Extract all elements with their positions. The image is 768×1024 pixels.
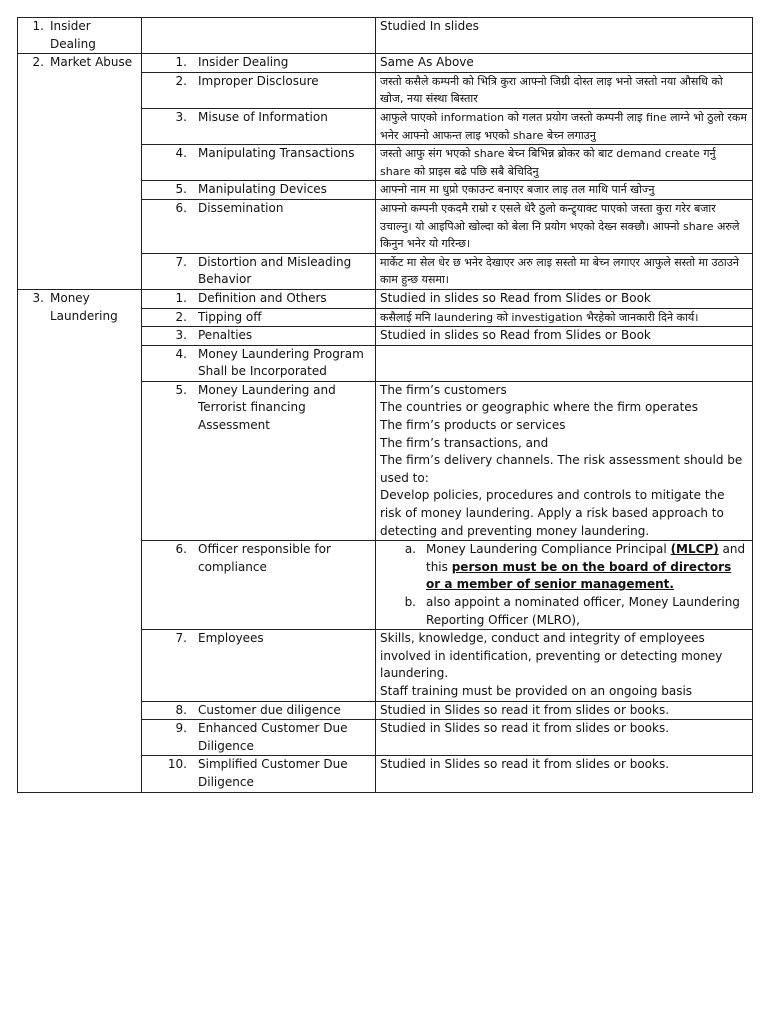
topic-cell	[142, 345, 376, 381]
topic-title: Customer due diligence	[198, 702, 341, 717]
notes-cell: Studied In slides	[376, 18, 753, 54]
topic-cell	[142, 72, 376, 108]
topic-title: Insider Dealing	[198, 55, 289, 70]
section-title: Money Laundering	[50, 290, 118, 323]
notes-cell: Studied in Slides so read it from slides or books.	[376, 756, 753, 792]
topic-number: 4.	[175, 346, 187, 361]
topic-cell	[142, 381, 376, 540]
table-row	[18, 289, 753, 308]
topic-title: Tipping off	[198, 309, 262, 324]
topic-cell	[142, 701, 376, 720]
note-line: Staff training must be provided on an ongoing basis	[380, 683, 693, 698]
topic-title: Officer responsible for compliance	[198, 542, 331, 574]
item-text: also appoint a nominated officer, Money Laundering Reporting Officer (MLRO),	[426, 595, 740, 627]
topic-title: Definition and Others	[198, 290, 327, 305]
notes-cell: Same As Above	[376, 54, 753, 73]
item-text: Money Laundering Compliance Principal	[426, 542, 671, 557]
topic-number: 6.	[175, 542, 187, 557]
topic-number: 3.	[175, 109, 187, 124]
topic-number: 5.	[175, 182, 187, 197]
note-line: The firm’s customers	[380, 382, 507, 397]
notes-cell: Studied in slides so Read from Slides or Book	[376, 327, 753, 346]
topic-cell	[142, 54, 376, 73]
notes-cell: आफ्नो कम्पनी एकदमै राम्रो र एसले धेरै ठुलो कन्ट्र्याक्ट पाएको जस्ता कुरा गरेर बजार उचाल्नु। यो आइपिओ खोल्दा को बेला नि प्रयोग भएको देख्न सक्छौ। आफ्नो share अरुले किनुन भनेर यो गरिन्छ।	[376, 199, 753, 253]
topic-title: Simplified Customer Due Diligence	[198, 757, 348, 789]
topic-cell	[142, 145, 376, 181]
topic-cell	[142, 756, 376, 792]
section-title: Insider Dealing	[50, 19, 96, 51]
topic-cell	[142, 308, 376, 327]
note-line: Develop policies, procedures and controls to mitigate the risk of money laundering. Apply a risk based approach to detecting and preventing money laundering.	[380, 488, 725, 538]
notes-cell	[376, 541, 753, 630]
topic-title: Money Laundering and Terrorist financing Assessment	[198, 382, 336, 433]
topic-cell	[142, 289, 376, 308]
topic-number: 1.	[175, 55, 187, 70]
notes-cell: मार्केट मा सेल धेर छ भनेर देखाएर अरु लाइ सस्तो मा बेच्न लगाएर आफुले सस्तो मा उठाउने काम हुन्छ यसमा।	[376, 253, 753, 289]
section-number: 3.	[32, 290, 44, 305]
topic-number: 8.	[175, 702, 187, 717]
notes-cell: Studied in Slides so read it from slides or books.	[376, 701, 753, 720]
topic-title: Manipulating Devices	[198, 182, 327, 197]
topic-number: 4.	[175, 146, 187, 161]
section-number: 2.	[32, 55, 44, 70]
topic-title: Distortion and Misleading Behavior	[198, 254, 352, 287]
section-number: 1.	[32, 19, 44, 33]
topic-cell	[142, 720, 376, 756]
item-letter: b.	[404, 595, 416, 609]
item-text: and this	[426, 542, 746, 574]
list-item	[380, 594, 748, 629]
table-row	[18, 54, 753, 73]
notes-table	[17, 17, 753, 793]
topic-cell	[142, 630, 376, 701]
notes-cell: Studied in slides so Read from Slides or Book	[376, 289, 753, 308]
topic-cell	[142, 108, 376, 144]
topic-title: Misuse of Information	[198, 109, 328, 124]
note-line: The firm’s transactions, and	[380, 435, 549, 450]
topic-number: 6.	[175, 200, 187, 215]
notes-cell: जस्तो आफु संग भएको share बेच्न बिभिन्न ब्रोकर को बाट demand create गर्नु share को प्राइस बढे पछि सबै बेचिदिनु	[376, 145, 753, 181]
topic-number: 7.	[175, 254, 187, 269]
section-cell	[18, 54, 142, 290]
notes-cell: आफ्नो नाम मा धुप्रो एकाउन्ट बनाएर बजार लाइ तल माथि पार्न खोज्नु	[376, 181, 753, 200]
topic-number: 10.	[167, 757, 187, 772]
notes-cell: जस्तो कसैले कम्पनी को भित्रि कुरा आफ्नो जिग्री दोस्त लाइ भनो जस्तो नया औसधि को खोज, नया संस्था बिस्तार	[376, 72, 753, 108]
notes-cell: कसैलाई मनि laundering को investigation भैरहेको जानकारी दिने कार्य।	[376, 308, 753, 327]
topic-title: Improper Disclosure	[198, 73, 319, 88]
topic-title: Money Laundering Program Shall be Incorporated	[198, 346, 364, 379]
item-emphasis: person must be on the board of directors or a member of senior management.	[426, 559, 732, 592]
topic-number: 2.	[175, 73, 187, 88]
topic-number: 7.	[175, 631, 187, 646]
topic-title: Enhanced Customer Due Diligence	[198, 721, 348, 753]
item-letter: a.	[404, 542, 416, 557]
note-line: The firm’s delivery channels. The risk assessment should be used to:	[380, 453, 743, 485]
note-line: The countries or geographic where the firm operates	[380, 400, 698, 415]
topic-number: 5.	[175, 382, 187, 397]
topic-cell	[142, 327, 376, 346]
topic-title: Manipulating Transactions	[198, 146, 355, 161]
topic-number: 2.	[175, 309, 187, 324]
topic-title: Dissemination	[198, 200, 284, 215]
table-row	[18, 18, 753, 54]
section-cell	[18, 18, 142, 54]
topic-number: 1.	[175, 290, 187, 305]
list-item	[380, 541, 748, 594]
topic-cell	[142, 199, 376, 253]
topic-cell	[142, 181, 376, 200]
topic-number: 9.	[175, 721, 187, 736]
section-title: Market Abuse	[50, 55, 133, 70]
topic-number: 3.	[175, 328, 187, 343]
note-line: The firm’s products or services	[380, 418, 566, 433]
item-emphasis: (MLCP)	[670, 542, 719, 557]
topic-cell	[142, 253, 376, 289]
topic-cell	[142, 18, 376, 54]
notes-cell	[376, 345, 753, 381]
notes-cell: Studied in Slides so read it from slides or books.	[376, 720, 753, 756]
topic-cell	[142, 541, 376, 630]
notes-cell	[376, 381, 753, 540]
topic-title: Penalties	[198, 328, 253, 343]
officer-list	[380, 541, 748, 629]
notes-cell: आफुले पाएको information को गलत प्रयोग जस्तो कम्पनी लाइ fine लाग्ने भो ठुलो रकम भनेर आफ्नो आफन्त लाइ भएको share बेच्न लगाउनु	[376, 108, 753, 144]
note-line: Skills, knowledge, conduct and integrity of employees involved in identification, preventing or detecting money laundering.	[380, 631, 723, 681]
topic-title: Employees	[198, 631, 264, 646]
notes-cell	[376, 630, 753, 701]
section-cell	[18, 289, 142, 792]
